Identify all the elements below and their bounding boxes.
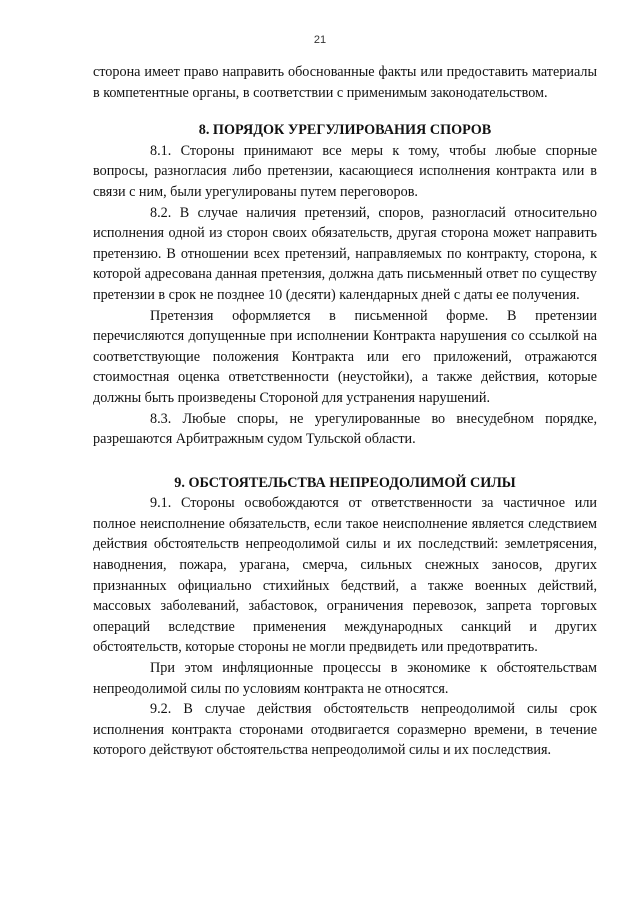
spacer [93,103,597,120]
paragraph-9-1: 9.1. Стороны освобождаются от ответственности за частичное или полное неисполнение обязательств, если такое неисполнение является следствием действия обстоятельств непреодолимой силы и их последствий: землетрясения, наводнения, пожара, урагана, смерча, сильных снежных заносов, других признанных официально стихийных бедствий, а также военных действий, массовых заболеваний, забастовок, ограничения перевозок, запрета торговых операций вследствие применения международных санкций и других обстоятельств, которые стороны не могли предвидеть или предотвратить. [93,495,597,656]
paragraph-8-2: 8.2. В случае наличия претензий, споров, разногласий относительно исполнения одной из сторон своих обязательств, другая сторона может направить претензию. В отношении всех претензий, направляемых по контракту, сторона, к которой адресована данная претензия, должна дать письменный ответ по существу претензии в срок не позднее 10 (десяти) календарных дней с даты ее получения. [93,204,597,303]
paragraph-claim-form: Претензия оформляется в письменной форме. В претензии перечисляются допущенные при исполнении Контракта нарушения со ссылкой на соответствующие положения Контракта или его приложений, отражаются стоимостная оценка ответственности (неустойки), а также действия, которые должны быть произведены Стороной для устранения нарушений. [93,307,597,406]
spacer [93,450,597,473]
document-body [93,62,597,761]
paragraph-9-2: 9.2. В случае действия обстоятельств непреодолимой силы срок исполнения контракта сторонами отодвигается соразмерно времени, в течение которого действуют обстоятельства непреодолимой силы и их последствия. [93,701,597,759]
section-9-heading: 9. ОБСТОЯТЕЛЬСТВА НЕПРЕОДОЛИМОЙ СИЛЫ [174,474,516,491]
paragraph-8-1: 8.1. Стороны принимают все меры к тому, чтобы любые спорные вопросы, разногласия либо претензии, касающиеся исполнения контракта или в связи с ним, были урегулированы путем переговоров. [93,142,597,200]
paragraph-8-3: 8.3. Любые споры, не урегулированные во внесудебном порядке, разрешаются Арбитражным судом Тульской области. [93,410,597,448]
section-8-heading: 8. ПОРЯДОК УРЕГУЛИРОВАНИЯ СПОРОВ [198,122,492,139]
paragraph-inflation: При этом инфляционные процессы в экономике к обстоятельствам непреодолимой силы по условиям контракта не относятся. [93,660,597,697]
intro-paragraph: сторона имеет право направить обоснованные факты или предоставить материалы в компетентные органы, в соответствии с применимым законодательством. [93,64,597,101]
page-number: 21 [313,34,327,46]
